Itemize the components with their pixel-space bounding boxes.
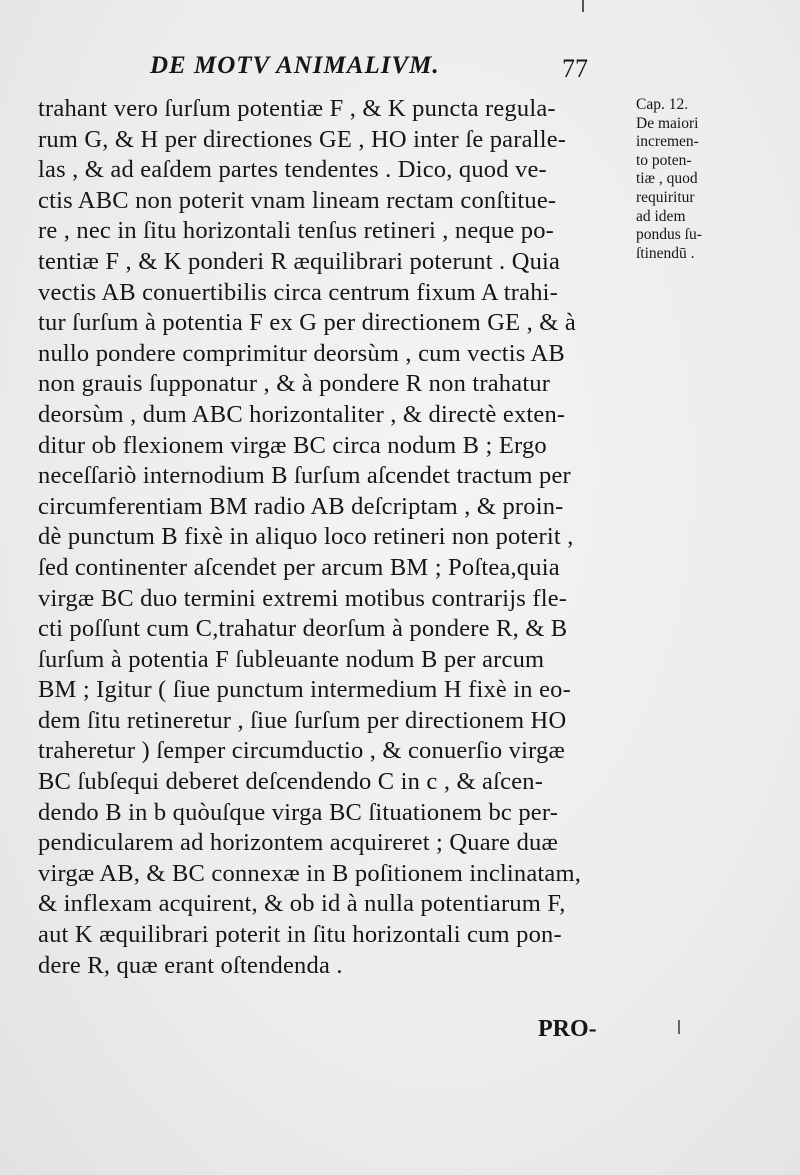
- text-line: ctis ABC non poterit vnam lineam rectam conſtitue-: [38, 186, 557, 214]
- text-line: ſed continenter aſcendet per arcum BM ; Poſtea,quia: [38, 553, 560, 581]
- text-line: aut K æquilibrari poterit in ſitu horizontali cum pon-: [38, 921, 562, 949]
- main-text-block: [38, 94, 638, 981]
- marginal-note-line: ad idem: [636, 207, 686, 225]
- marginal-note-line: to poten-: [636, 151, 692, 169]
- text-line: las , & ad eaſdem partes tendentes . Dico, quod ve-: [38, 156, 547, 184]
- text-line: dere R, quæ erant oſtendenda .: [38, 951, 343, 979]
- text-line: tentiæ F , & K ponderi R æquilibrari poterunt . Quia: [38, 247, 561, 275]
- text-line: BM ; Igitur ( ſiue punctum intermedium H fixè in eo-: [38, 676, 571, 704]
- marginal-note-line: De maiori: [636, 114, 699, 132]
- margin-ink-mark: [678, 1020, 680, 1034]
- marginal-note-line: incremen-: [636, 133, 699, 151]
- text-line: rum G, & H per directiones GE , HO inter ſe paralle-: [38, 125, 567, 153]
- text-line: pendicularem ad horizontem acquireret ; Quare duæ: [38, 829, 559, 857]
- marginal-note: [636, 96, 766, 263]
- text-line: ſurſum à potentia F ſubleuante nodum B per arcum: [38, 645, 545, 673]
- marginal-note-line: tiæ , quod: [636, 170, 698, 188]
- text-line: tur ſurſum à potentia F ex G per directionem GE , & à: [38, 309, 576, 337]
- text-line: virgæ AB, & BC connexæ in B poſitionem inclinatam,: [38, 859, 582, 887]
- text-line: nullo pondere comprimitur deorsùm , cum vectis AB: [38, 339, 565, 367]
- text-line: deorsùm , dum ABC horizontaliter , & directè exten-: [38, 400, 566, 428]
- text-line: dem ſitu retineretur , ſiue ſurſum per directionem HO: [38, 706, 567, 734]
- text-line: dendo B in b quòuſque virga BC ſituationem bc per-: [38, 798, 559, 826]
- marginal-note-line: requiritur: [636, 188, 695, 206]
- marginal-note-line: ſtinendū .: [636, 244, 695, 262]
- text-line: circumferentiam BM radio AB deſcriptam , & proin-: [38, 492, 564, 520]
- marginal-note-line: Cap. 12.: [636, 96, 689, 113]
- text-line: cti poſſunt cum C,trahatur deorſum à pondere R, & B: [38, 615, 568, 643]
- text-line: re , nec in ſitu horizontali tenſus retineri , neque po-: [38, 217, 555, 245]
- text-line: non grauis ſupponatur , & à pondere R non trahatur: [38, 370, 551, 398]
- marginal-note-line: pondus ſu-: [636, 226, 702, 244]
- text-line: ditur ob flexionem virgæ BC circa nodum B ; Ergo: [38, 431, 547, 459]
- text-line: vectis AB conuertibilis circa centrum fixum A trahi-: [38, 278, 559, 306]
- catchword: PRO-: [538, 1016, 597, 1042]
- page-number: 77: [562, 54, 588, 83]
- text-line: neceſſariò internodium B ſurſum aſcendet tractum per: [38, 462, 571, 490]
- page-header: [150, 52, 610, 92]
- text-line: dè punctum B fixè in aliquo loco retineri non poterit ,: [38, 523, 574, 551]
- top-ink-mark: [582, 0, 584, 12]
- running-title: DE MOTV ANIMALIVM.: [150, 52, 440, 79]
- text-line: & inflexam acquirent, & ob id à nulla potentiarum F,: [38, 890, 566, 918]
- text-line: virgæ BC duo termini extremi motibus contrarijs fle-: [38, 584, 568, 612]
- text-line: BC ſubſequi deberet deſcendendo C in c , & aſcen-: [38, 768, 544, 796]
- text-line: trahant vero ſurſum potentiæ F , & K puncta regula-: [38, 95, 556, 122]
- text-line: traheretur ) ſemper circumductio , & conuerſio virgæ: [38, 737, 565, 765]
